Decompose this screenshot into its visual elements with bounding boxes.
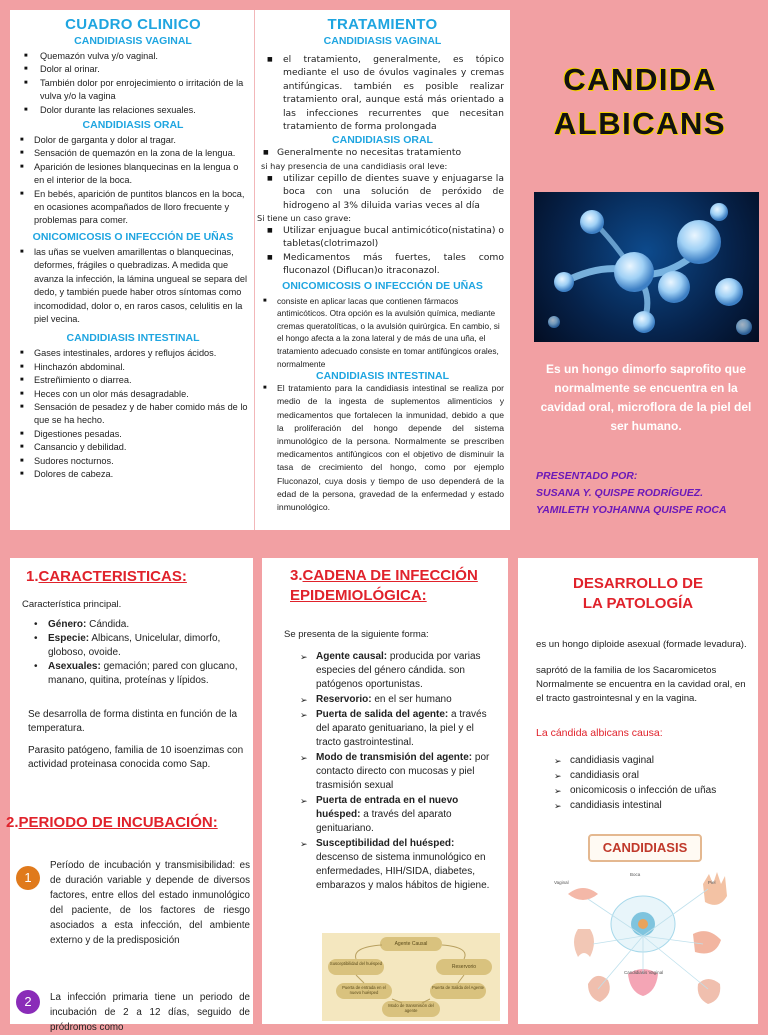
item-label: Puerta de salida del agente:	[316, 709, 449, 720]
body-parts-illustration	[548, 864, 742, 1024]
list-item	[34, 618, 244, 632]
causes-list	[552, 754, 752, 814]
list-item	[34, 632, 244, 660]
list-item: ■ Digestiones pesadas.	[18, 428, 248, 441]
list-item: ■ Sudores nocturnos.	[18, 455, 248, 468]
cuadro-clinico-title: CUADRO CLINICO	[65, 16, 201, 33]
list-item: ■ Heces con un olor más desagradable.	[18, 388, 248, 401]
incubacion-step2-text: La infección primaria tiene un periodo de incubación de 2 a 12 días, seguido de pródromos como	[50, 992, 250, 1033]
list-item	[34, 660, 244, 688]
section-title: CADENA DE INFECCIÓN	[302, 567, 478, 584]
item-value: descenso de sistema inmunológico en enfermedades, HIH/SIDA, diabetes, embarazos y malos hábitos de higiene.	[316, 852, 490, 891]
step-number-badge: 1	[16, 866, 40, 890]
caracteristicas-intro: Característica principal.	[22, 599, 122, 610]
item-label: Especie:	[48, 633, 90, 644]
diagram-node: Modo de transmisión del agente	[382, 1001, 440, 1017]
infographic-label: Vaginal	[554, 880, 569, 885]
bullet-icon: •	[34, 661, 38, 672]
list-item	[298, 837, 498, 893]
presented-by-label: PRESENTADO POR:	[536, 470, 638, 482]
cadena-panel	[262, 558, 508, 1024]
item-label: Modo de transmisión del agente:	[316, 752, 473, 763]
intestinal-symptom-list	[18, 347, 248, 481]
incubacion-step1-text: Período de incubación y transmisibilidad: es de duración variable y depende de diversos factores, entre ellos del estado inmunológico del paciente, de los factores de riesgo asociados a esta infección, del ambiente externo y de la predisposición	[50, 860, 250, 946]
patologia-heading	[518, 574, 758, 614]
list-item: ■ Quemazón vulva y/o vaginal.	[18, 50, 248, 63]
tratamiento-title: TRATAMIENTO	[327, 16, 438, 33]
item-label: Género:	[48, 619, 87, 630]
item-label: Reservorio:	[316, 694, 372, 705]
cover-panel	[512, 0, 768, 548]
list-item	[298, 708, 498, 750]
unas-treatment-subtitle: ONICOMICOSIS O INFECCIÓN DE UÑAS	[282, 279, 483, 292]
section-number: 1.	[26, 568, 39, 585]
patologia-paragraph: es un hongo diploide asexual (formade levadura).	[536, 639, 747, 650]
list-item: ■ También dolor por enrojecimiento o irritación de la vulva y/o la vagina	[18, 77, 248, 104]
bullet-icon: •	[34, 619, 38, 630]
list-item: ■ Hinchazón abdominal.	[18, 361, 248, 374]
infographic-title: CANDIDIASIS	[588, 834, 702, 862]
candidiasis-infographic	[548, 828, 742, 1024]
vaginal-treatment-subtitle: CANDIDIASIS VAGINAL	[323, 35, 442, 47]
list-item: ■ Sensación de quemazón en la zona de la lengua.	[18, 147, 248, 160]
cover-title-line2: ALBICANS	[553, 106, 727, 141]
vaginal-treatment-list	[261, 53, 504, 133]
unas-treatment-list	[261, 295, 504, 371]
patologia-panel	[518, 558, 758, 1024]
section-number: 2.	[6, 814, 19, 831]
oral-grave-list	[261, 224, 504, 278]
list-item	[298, 751, 498, 793]
patologia-paragraph: saprótó de la familia de los Sacaromicetos Normalmente se encuentra en la cavidad oral, en el tracto gastrointesnal y en la vagina.	[536, 665, 746, 704]
tratamiento-panel	[254, 10, 510, 530]
section-title: EPIDEMIOLÓGICA:	[290, 587, 427, 604]
item-label: Agente causal:	[316, 651, 388, 662]
incubacion-heading	[6, 814, 218, 831]
item-label: Susceptibilidad del huésped:	[316, 838, 455, 849]
infographic-label: Candidiasis Vaginal	[624, 970, 664, 975]
list-item: ■ Sensación de pesadez y de haber comido más de lo que se ha hecho.	[18, 401, 248, 428]
caracteristicas-paragraph: Parasito patógeno, familia de 10 isoenzimas con actividad proteinasa conocida como Sap.	[28, 745, 244, 770]
cadena-heading	[290, 566, 478, 606]
author-name: YAMILETH YOJHANNA QUISPE ROCA	[536, 504, 727, 516]
unas-subtitle: ONICOMICOSIS O INFECCIÓN DE UÑAS	[32, 230, 234, 243]
item-value: Albicans, Unicelular, dimorfo, globoso, ovoide.	[48, 633, 221, 658]
list-item: ■ Dolores de cabeza.	[18, 468, 248, 481]
item-value: por contacto directo con mucosas y piel trasmisión sexual	[316, 752, 490, 791]
intestinal-treatment-list	[261, 382, 504, 514]
cover-title-line1: CANDIDA	[563, 62, 717, 97]
list-item: ■ utilizar cepillo de dientes suave y enjuagarse la boca con una solución de peróxido de hidrogeno al 3% diluida varias veces al día	[261, 172, 504, 212]
list-item: ■ Aparición de lesiones blanquecinas en la lengua o en el interior de la boca.	[18, 161, 248, 188]
list-item: ■ En bebés, aparición de puntitos blancos en la boca, en ocasiones acompañados de lloro frecuente y problemas para comer.	[18, 188, 248, 228]
oral-treatment-subtitle: CANDIDIASIS ORAL	[332, 134, 433, 147]
item-value: en el ser humano	[371, 694, 452, 705]
oral-grave-label: Si tiene un caso grave:	[257, 213, 352, 224]
authors-block	[536, 468, 727, 519]
item-value: a través del aparato genituariano, la piel y el tracto gastrointestinal.	[316, 709, 487, 748]
list-item: ■ las uñas se vuelven amarillentas o blanquecinas, deformes, frágiles o quebradizas. A medida que avanza la infección, la lámina ungueal se separa del dedo, y también puede haber otros síntomas como incomodidad, dolor o, en raros casos, celulitis en la piel vecina.	[18, 246, 248, 326]
cover-description: Es un hongo dimorfo saprofito que normalmente se encuentra en la cavidad oral, microflora de la piel del ser humano.	[540, 362, 752, 433]
oral-leve-list	[261, 172, 504, 212]
bullet-icon: •	[34, 633, 38, 644]
list-item: ■ El tratamiento para la candidiasis intestinal se realiza por medio de la ingesta de suplementos alimenticios y medicamentos que fortalecen la inmunidad, debido a que la proliferación del hongo depende del sistema inmunológico de la persona. Normalmente se prescriben medicamentos antifúngicos con el objetivo de disminuir la tasa de crecimiento del hongo, como por ejemplo Fluconazol, cuya dosis y tiempo de uso dependerá de la edad de la persona, gravedad de la enfermedad y estado inmunológico.	[261, 382, 504, 514]
caracteristicas-list	[34, 618, 244, 688]
diagram-node: Puerta de Salida del Agente	[430, 983, 486, 999]
list-item: ■ Utilizar enjuague bucal antimicótico(nistatina) o tabletas(clotrimazol)	[261, 224, 504, 251]
caracteristicas-paragraph: Se desarrolla de forma distinta en función de la temperatura.	[28, 709, 238, 734]
candida-cells-illustration	[534, 192, 759, 342]
oral-symptom-list	[18, 134, 248, 228]
section-title: DESARROLLO DE	[572, 575, 703, 592]
cadena-intro: Se presenta de la siguiente forma:	[284, 629, 429, 640]
intestinal-subtitle: CANDIDIASIS INTESTINAL	[66, 332, 200, 345]
list-item: ■ Dolor al orinar.	[18, 63, 248, 76]
cuadro-clinico-panel	[10, 10, 254, 530]
diagram-node: Puerta de entrada en el nuevo huésped	[336, 983, 392, 999]
list-item: ■ Cansancio y debilidad.	[18, 441, 248, 454]
cadena-list	[298, 650, 498, 894]
caracteristicas-heading	[26, 568, 187, 585]
section-title: CARACTERISTICAS:	[38, 568, 187, 585]
caracteristicas-panel	[6, 558, 253, 1033]
section-title: PERIODO DE INCUBACIÓN:	[18, 814, 218, 831]
list-item: ➢ candidiasis vaginal	[552, 754, 752, 768]
list-item: ■ Generalmente no necesitas tratamiento	[261, 146, 504, 159]
list-item: ■ Dolor durante las relaciones sexuales.	[18, 104, 248, 117]
list-item	[298, 650, 498, 692]
item-label: Asexuales:	[48, 661, 101, 672]
oral-note-list	[261, 146, 504, 159]
infographic-label: Boca	[630, 872, 641, 877]
list-item: ➢ candidiasis intestinal	[552, 799, 752, 813]
list-item: ■ Dolor de garganta y dolor al tragar.	[18, 134, 248, 147]
item-value: producida por varias especies del género cándida. son patógenos oportunistas.	[316, 651, 481, 690]
oral-leve-label: si hay presencia de una candidiasis oral leve:	[261, 160, 448, 171]
diagram-node: Agente Causal	[380, 937, 442, 951]
vaginal-symptom-list	[18, 50, 248, 117]
list-item: ■ Medicamentos más fuertes, tales como fluconazol (Diflucan)o itraconazol.	[261, 251, 504, 278]
oral-subtitle: CANDIDIASIS ORAL	[82, 119, 184, 132]
list-item: ■ el tratamiento, generalmente, es tópico mediante el uso de óvulos vaginales y cremas antifúngicas. también es posible realizar tratamiento oral, aunque está más orientado a las infecciones recurrentes que necesitan tratamiento de forma prolongada	[261, 53, 504, 133]
author-name: SUSANA Y. QUISPE RODRÍGUEZ.	[536, 487, 704, 499]
vaginal-subtitle: CANDIDIASIS VAGINAL	[74, 35, 192, 47]
infographic-label: Piel	[708, 880, 716, 885]
candida-microscopy-image	[534, 192, 759, 342]
intestinal-treatment-subtitle: CANDIDIASIS INTESTINAL	[315, 370, 449, 383]
list-item: ➢ onicomicosis o infección de uñas	[552, 784, 752, 798]
item-value: gemación; pared con glucano, manano, quitina, proteínas y lípidos.	[48, 661, 238, 686]
section-title: LA PATOLOGÍA	[582, 595, 694, 612]
list-item	[298, 693, 498, 707]
item-label: Puerta de entrada en el nuevo huésped:	[316, 795, 459, 820]
step-number-badge: 2	[16, 990, 40, 1014]
item-value: Cándida.	[86, 619, 130, 630]
list-item: ■ consiste en aplicar lacas que contienen fármacos antimicóticos. Otra opción es la avulsión química, mediante cremas queratolíticas, o la avulsión quirúrgica. En cambio, si el hongo afecta a la zona lateral y de más de una uña, el tratamiento adecuado consiste en tomar antifúngicos orales, normalmente	[261, 295, 504, 371]
diagram-node: Reservorio	[436, 959, 492, 975]
list-item: ■ Gases intestinales, ardores y reflujos ácidos.	[18, 347, 248, 360]
list-item: ➢ candidiasis oral	[552, 769, 752, 783]
cadena-diagram	[322, 933, 500, 1021]
list-item	[298, 794, 498, 836]
diagram-node: Susceptibilidad del huésped	[328, 959, 384, 975]
unas-symptom-list	[18, 246, 248, 326]
causes-title: La cándida albicans causa:	[536, 727, 663, 739]
list-item: ■ Estreñimiento o diarrea.	[18, 374, 248, 387]
item-value: a través del aparato genituariano.	[316, 809, 452, 834]
section-number: 3.	[290, 567, 303, 584]
